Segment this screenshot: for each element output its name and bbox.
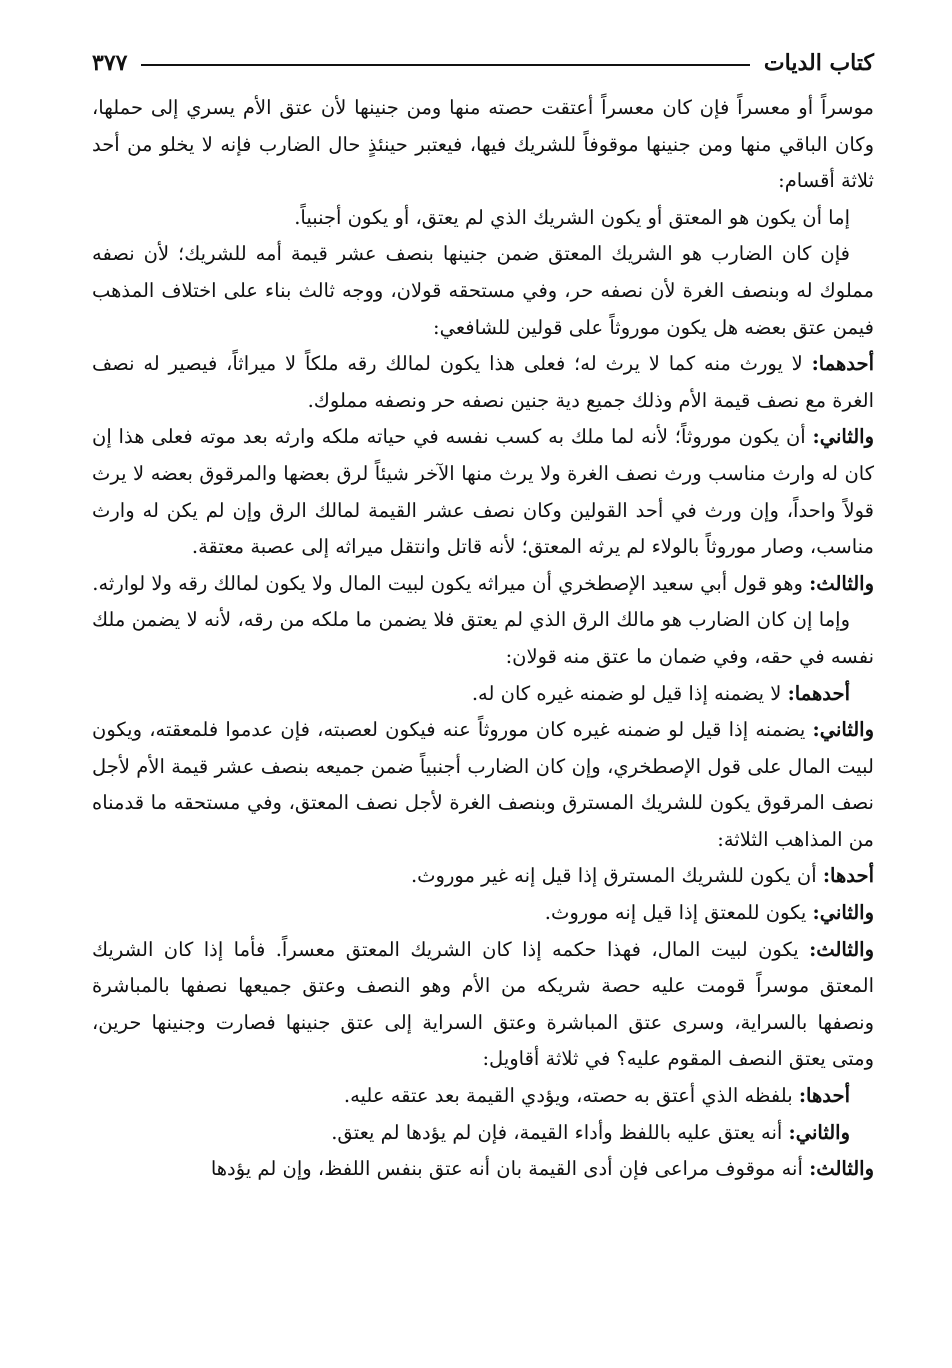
page-body bbox=[92, 90, 874, 1188]
paragraph-lead: أحدها: bbox=[798, 1084, 850, 1108]
paragraph-text: وإما إن كان الضارب هو مالك الرق الذي لم يعتق فلا يضمن ما ملكه من رقه، لأنه لا يضمن ملك نفسه في حقه، وفي ضمان ما عتق منه قولان: bbox=[92, 608, 874, 668]
paragraph bbox=[92, 236, 874, 346]
paragraph-lead: والثاني: bbox=[788, 1120, 850, 1144]
paragraph bbox=[92, 1115, 874, 1152]
book-page bbox=[92, 40, 874, 1360]
paragraph-lead: والثالث: bbox=[809, 1157, 874, 1181]
paragraph-text: إما أن يكون هو المعتق أو يكون الشريك الذي لم يعتق، أو يكون أجنبياً. bbox=[294, 205, 850, 229]
page-header bbox=[92, 40, 874, 86]
paragraph bbox=[92, 712, 874, 858]
paragraph-text: أنه موقوف مراعى فإن أدى القيمة بان أنه عتق بنفس اللفظ، وإن لم يؤدها bbox=[210, 1157, 810, 1181]
paragraph-text: يكون للمعتق إذا قيل إنه موروث. bbox=[544, 901, 813, 925]
paragraph-lead: والثاني: bbox=[812, 901, 874, 925]
paragraph bbox=[92, 932, 874, 1078]
paragraph-lead: والثاني: bbox=[812, 425, 874, 449]
paragraph bbox=[92, 858, 874, 895]
paragraph-text: يضمنه إذا قيل لو ضمنه غيره كان موروثاً عنه فيكون لعصبته، فإن عدموا فلمعقته، ويكون لبيت المال على قول الإصطخري، وإن كان الضارب أجنبياً ضمن جميعه بنصف عشر قيمة الأم لأجل نصف المرقوق يكون للشريك المسترق وبنصف الغرة لأجل نصف المعتق، وفي مستحقه ما قدمناه من المذاهب الثلاثة: bbox=[92, 718, 874, 851]
paragraph-text: أن يكون موروثاً؛ لأنه لما ملك به كسب نفسه في حياته ملكه وارثه بعد موته فعلى هذا إن كان له وارث مناسب ورث نصف الغرة ولا يرث منها الآخر شيئاً لرق بعضها والمرقوق بعضه لا يرث قولاً واحداً، وإن ورث في أحد القولين وكان نصف عشر القيمة لمالك الرق وإن لم يكن له وارث مناسب، وصار موروثاً بالولاء لم يرثه المعتق؛ لأنه قاتل وانتقل ميراثه إلى عصبة معتقة. bbox=[92, 425, 874, 559]
page-number: ٣٧٧ bbox=[92, 50, 128, 76]
paragraph bbox=[92, 676, 874, 713]
paragraph-text: لا يضمنه إذا قيل لو ضمنه غيره كان له. bbox=[471, 681, 788, 705]
paragraph-lead: والثالث: bbox=[809, 937, 874, 961]
paragraph-lead: والثالث: bbox=[809, 571, 874, 595]
paragraph-lead: أحدها: bbox=[822, 864, 874, 888]
paragraph bbox=[92, 895, 874, 932]
paragraph-lead: والثاني: bbox=[812, 718, 874, 742]
header-rule bbox=[141, 64, 749, 66]
paragraph bbox=[92, 602, 874, 675]
paragraph bbox=[92, 346, 874, 419]
paragraph-text: فإن كان الضارب هو الشريك المعتق ضمن جنينها بنصف عشر قيمة أمه للشريك؛ لأن نصفه مملوك له وبنصف الغرة لأن نصفه حر، وفي مستحقه قولان، ووجه ثالث بناء على اختلاف المذهب فيمن عتق بعضه هل يكون موروثاً على قولين للشافعي: bbox=[92, 242, 874, 339]
paragraph-text: يكون لبيت المال، فهذا حكمه إذا كان الشريك المعتق معسراً. فأما إذا كان الشريك المعتق موسراً قومت عليه حصة شريكه من الأم وهو النصف وعتق جميعها نصفها بالمباشرة ونصفها بالسراية، وسرى عتق المباشرة وعتق السراية إلى عتق جنينها فصارت وجنينها حرين، ومتى يعتق النصف المقوم عليه؟ في ثلاثة أقاويل: bbox=[92, 937, 874, 1071]
paragraph bbox=[92, 566, 874, 603]
paragraph bbox=[92, 1151, 874, 1188]
paragraph bbox=[92, 419, 874, 565]
chapter-title: كتاب الديات bbox=[763, 50, 874, 76]
paragraph-text: وهو قول أبي سعيد الإصطخري أن ميراثه يكون لبيت المال ولا يكون لمالك رقه ولا لوارثه. bbox=[92, 571, 810, 595]
paragraph bbox=[92, 1078, 874, 1115]
paragraph-text: أنه يعتق عليه باللفظ وأداء القيمة، فإن لم يؤدها لم يعتق. bbox=[331, 1120, 789, 1144]
paragraph-lead: أحدهما: bbox=[811, 352, 874, 376]
paragraph bbox=[92, 200, 874, 237]
paragraph-text: لا يورث منه كما لا يرث له؛ فعلى هذا يكون لمالك رقه ملكاً لا ميراثاً، فيصير له نصف الغرة مع نصف قيمة الأم وذلك جميع دية جنين نصفه حر ونصفه مملوك. bbox=[92, 352, 874, 412]
paragraph-text: بلفظه الذي أعتق به حصته، ويؤدي القيمة بعد عتقه عليه. bbox=[343, 1084, 799, 1108]
paragraph-text: أن يكون للشريك المسترق إذا قيل إنه غير موروث. bbox=[410, 864, 823, 888]
paragraph-lead: أحدهما: bbox=[787, 681, 850, 705]
paragraph-text: موسراً أو معسراً فإن كان معسراً أعتقت حصته منها ومن جنينها لأن عتق الأم يسري إلى حملها، وكان الباقي منها ومن جنينها موقوفاً للشريك فيها، فيعتبر حينئذٍ حال الضارب فإنه لا يخلو من أحد ثلاثة أقسام: bbox=[92, 96, 874, 193]
paragraph bbox=[92, 90, 874, 200]
